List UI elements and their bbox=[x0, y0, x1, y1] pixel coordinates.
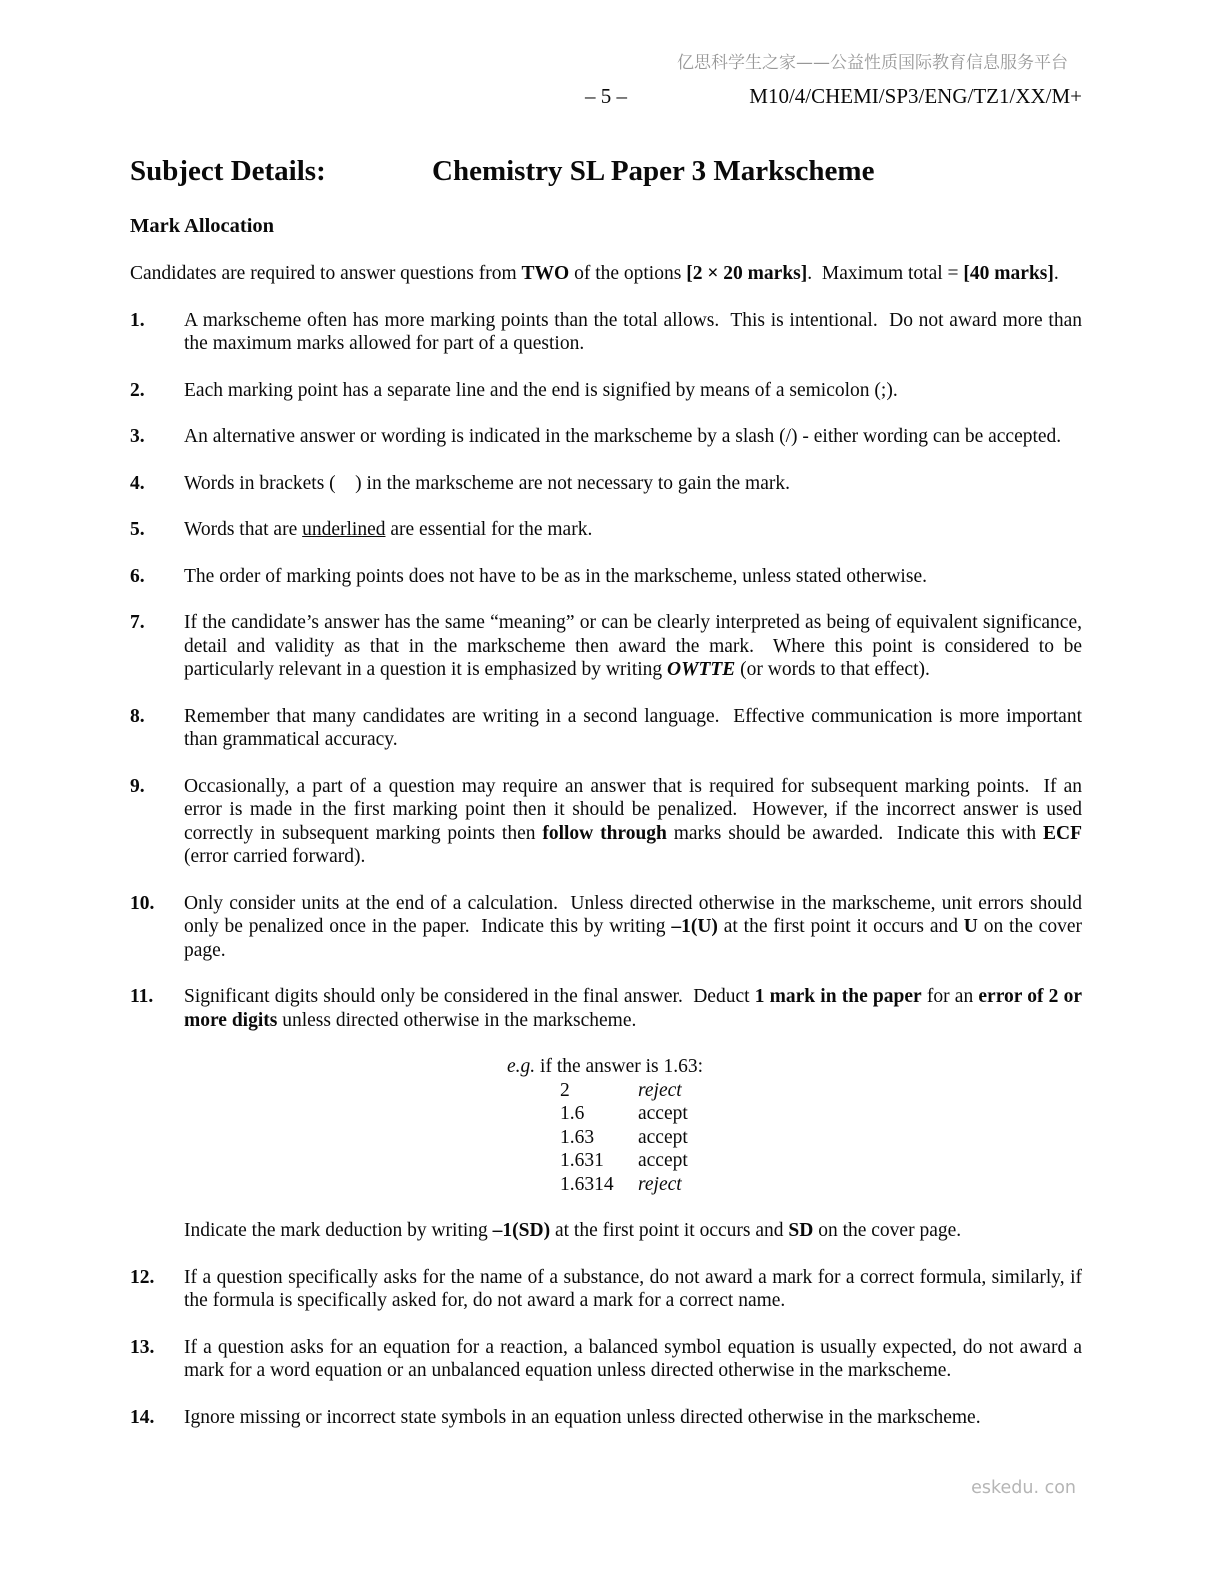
example-value: 1.63 bbox=[560, 1126, 595, 1148]
example-row bbox=[560, 1079, 1082, 1103]
rule-number: 7. bbox=[130, 612, 145, 633]
intro-paragraph: Candidates are required to answer questions from TWO of the options [2 × 20 marks]. Maximum total = [40 marks]. bbox=[130, 263, 1059, 284]
rule-number: 9. bbox=[130, 775, 145, 797]
sig-fig-example bbox=[130, 1055, 1082, 1196]
rule-text: If a question specifically asks for the name of a substance, do not award a mark for a correct formula, similarly, if the formula is specifically asked for, do not award a mark for a correct name. bbox=[184, 1266, 1082, 1311]
watermark: eskedu. con bbox=[971, 1478, 1076, 1498]
section-heading-mark-allocation: Mark Allocation bbox=[130, 215, 275, 237]
rule-text: If the candidate’s answer has the same “meaning” or can be clearly interpreted as being of equivalent significance, detail and validity as that in the markscheme then award the mark. Where this point is considered to be particularly relevant in a question it is emphasized by writing OWTTE (or words to that effect). bbox=[184, 612, 1082, 680]
rule-number: 2. bbox=[130, 379, 145, 401]
rule-number: 11. bbox=[130, 986, 154, 1007]
rule-number: 13. bbox=[130, 1336, 155, 1358]
example-row bbox=[560, 1126, 1082, 1150]
example-row bbox=[560, 1102, 1082, 1126]
example-verdict: accept bbox=[638, 1103, 688, 1124]
rule-number: 1. bbox=[130, 309, 145, 331]
rule-item-12 bbox=[130, 1266, 1082, 1313]
rule-text: Words that are underlined are essential for the mark. bbox=[184, 519, 593, 540]
rule-number: 3. bbox=[130, 426, 145, 447]
rule-text: If a question asks for an equation for a reaction, a balanced symbol equation is usually expected, do not award a mark for a word equation or an unbalanced equation unless directed otherwise in the markscheme. bbox=[184, 1336, 1082, 1381]
rule-item-1 bbox=[130, 309, 1082, 356]
rule-text: A markscheme often has more marking points than the total allows. This is intentional. Do not award more than the maximum marks allowed for part of a question. bbox=[184, 309, 1082, 354]
example-value: 1.6314 bbox=[560, 1173, 614, 1195]
site-banner: 亿思科学生之家——公益性质国际教育信息服务平台 bbox=[677, 53, 1068, 73]
rule-item-8 bbox=[130, 705, 1082, 752]
rule-item-2 bbox=[130, 379, 1082, 403]
example-table bbox=[560, 1079, 1082, 1197]
example-caption: e.g. if the answer is 1.63: bbox=[507, 1056, 704, 1077]
example-verdict: reject bbox=[638, 1079, 682, 1101]
rule-item-6 bbox=[130, 565, 1082, 589]
rule-item-10 bbox=[130, 892, 1082, 963]
rule-text: Each marking point has a separate line and the end is signified by means of a semicolon (;). bbox=[184, 379, 898, 401]
example-verdict: accept bbox=[638, 1126, 688, 1148]
example-verdict: accept bbox=[638, 1150, 688, 1171]
rule-text: Words in brackets ( ) in the markscheme are not necessary to gain the mark. bbox=[184, 472, 790, 494]
page-title bbox=[130, 154, 1082, 188]
rule-text: Only consider units at the end of a calculation. Unless directed otherwise in the markscheme, unit errors should only be penalized once in the paper. Indicate this by writing –1(U) at the first point it occurs and U on the cover page. bbox=[184, 892, 1082, 961]
paper-code: M10/4/CHEMI/SP3/ENG/TZ1/XX/M+ bbox=[749, 84, 1082, 108]
rule-item-3 bbox=[130, 425, 1082, 449]
rule-item-14 bbox=[130, 1406, 1082, 1430]
document-title: Chemistry SL Paper 3 Markscheme bbox=[432, 155, 875, 187]
rule-text: Ignore missing or incorrect state symbols in an equation unless directed otherwise in the markscheme. bbox=[184, 1406, 981, 1428]
rule-number: 8. bbox=[130, 705, 145, 727]
example-value: 1.6 bbox=[560, 1103, 585, 1124]
rule-item-11 bbox=[130, 985, 1082, 1032]
example-row bbox=[560, 1149, 1082, 1173]
rule-item-9 bbox=[130, 775, 1082, 869]
page-number: – 5 – bbox=[585, 84, 627, 108]
rule-item-5 bbox=[130, 518, 1082, 542]
rule-text: An alternative answer or wording is indicated in the markscheme by a slash (/) - either wording can be accepted. bbox=[184, 426, 1062, 447]
page-header-line bbox=[130, 83, 1082, 110]
subject-details-label: Subject Details: bbox=[130, 155, 326, 187]
example-value: 2 bbox=[560, 1079, 570, 1101]
example-value: 1.631 bbox=[560, 1150, 604, 1171]
rule-text: Remember that many candidates are writing in a second language. Effective communication is more important than grammatical accuracy. bbox=[184, 705, 1082, 750]
rule-number: 10. bbox=[130, 892, 155, 914]
rule-text: The order of marking points does not have to be as in the markscheme, unless stated otherwise. bbox=[184, 565, 927, 587]
example-verdict: reject bbox=[638, 1173, 682, 1195]
sd-note: Indicate the mark deduction by writing –1(SD) at the first point it occurs and SD on the cover page. bbox=[184, 1220, 962, 1241]
rule-item-13 bbox=[130, 1336, 1082, 1383]
rule-text: Significant digits should only be considered in the final answer. Deduct 1 mark in the paper for an error of 2 or more digits unless directed otherwise in the markscheme. bbox=[184, 986, 1083, 1031]
rule-number: 4. bbox=[130, 472, 145, 494]
rule-number: 14. bbox=[130, 1406, 155, 1428]
rule-number: 6. bbox=[130, 565, 145, 587]
rule-item-7 bbox=[130, 611, 1082, 682]
rule-text: Occasionally, a part of a question may require an answer that is required for subsequent marking points. If an error is made in the first marking point then it should be penalized. However, if the incorrect answer is used correctly in subsequent marking points then follow through marks should be awarded. Indicate this with ECF (error carried forward). bbox=[184, 775, 1082, 867]
rule-number: 5. bbox=[130, 519, 145, 540]
rule-item-4 bbox=[130, 472, 1082, 496]
example-row bbox=[560, 1173, 1082, 1197]
rule-number: 12. bbox=[130, 1266, 155, 1288]
